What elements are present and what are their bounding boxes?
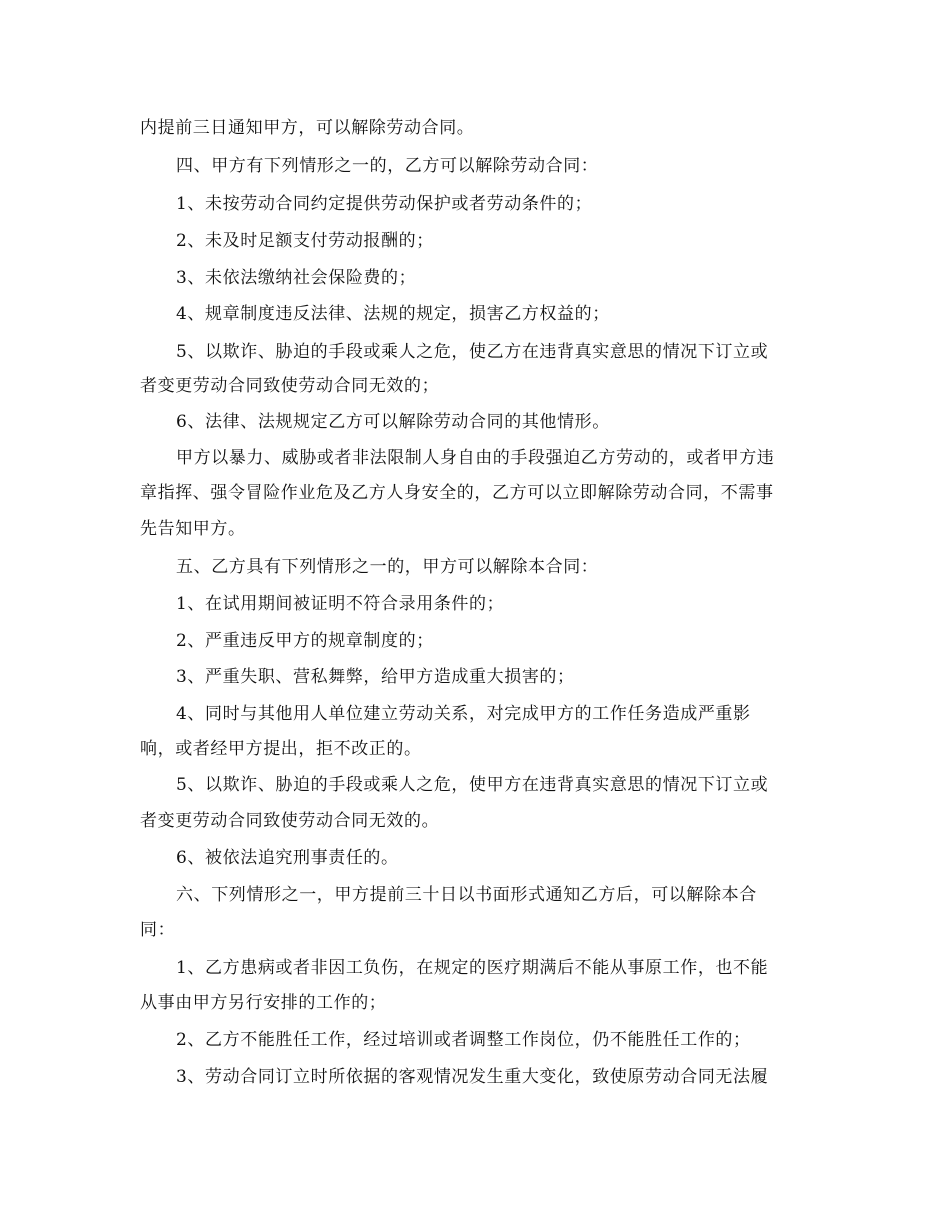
text-line: 者变更劳动合同致使劳动合同无效的； [140,376,440,396]
section-heading-4: 四、甲方有下列情形之一的，乙方可以解除劳动合同： [176,156,599,176]
list-item: 2、未及时足额支付劳动报酬的； [176,231,434,251]
list-item: 5、以欺诈、胁迫的手段或乘人之危，使乙方在违背真实意思的情况下订立或 [176,342,769,362]
list-item: 3、未依法缴纳社会保险费的； [176,268,417,288]
list-item: 2、乙方不能胜任工作，经过培训或者调整工作岗位，仍不能胜任工作的； [176,1030,751,1050]
paragraph-line: 甲方以暴力、威胁或者非法限制人身自由的手段强迫乙方劳动的，或者甲方违 [176,448,775,468]
list-item: 6、被依法追究刑事责任的。 [176,848,399,868]
list-item: 1、未按劳动合同约定提供劳动保护或者劳动条件的； [176,194,593,214]
list-item: 3、劳动合同订立时所依据的客观情况发生重大变化，致使原劳动合同无法履 [176,1067,769,1087]
section-heading-5: 五、乙方具有下列情形之一的，甲方可以解除本合同： [176,557,599,577]
list-item: 5、以欺诈、胁迫的手段或乘人之危，使甲方在违背真实意思的情况下订立或 [176,775,769,795]
list-item: 6、法律、法规规定乙方可以解除劳动合同的其他情形。 [176,412,610,432]
list-item: 4、规章制度违反法律、法规的规定，损害乙方权益的； [176,304,610,324]
list-item: 3、严重失职、营私舞弊，给甲方造成重大损害的； [176,667,575,687]
text-line: 从事由甲方另行安排的工作的； [140,993,387,1013]
text-line: 先告知甲方。 [140,519,246,539]
text-line: 者变更劳动合同致使劳动合同无效的。 [140,811,440,831]
text-line: 同： [140,920,176,940]
text-line: 内提前三日通知甲方，可以解除劳动合同。 [140,118,475,138]
list-item: 2、严重违反甲方的规章制度的； [176,631,434,651]
list-item: 1、乙方患病或者非因工负伤，在规定的医疗期满后不能从事原工作，也不能 [176,958,769,978]
list-item: 4、同时与其他用人单位建立劳动关系，对完成甲方的工作任务造成严重影 [176,704,751,724]
section-heading-6: 六、下列情形之一，甲方提前三十日以书面形式通知乙方后，可以解除本合 [176,885,757,905]
list-item: 1、在试用期间被证明不符合录用条件的； [176,594,505,614]
text-line: 响，或者经甲方提出，拒不改正的。 [140,739,422,759]
text-line: 章指挥、强令冒险作业危及乙方人身安全的，乙方可以立即解除劳动合同，不需事 [140,483,774,503]
